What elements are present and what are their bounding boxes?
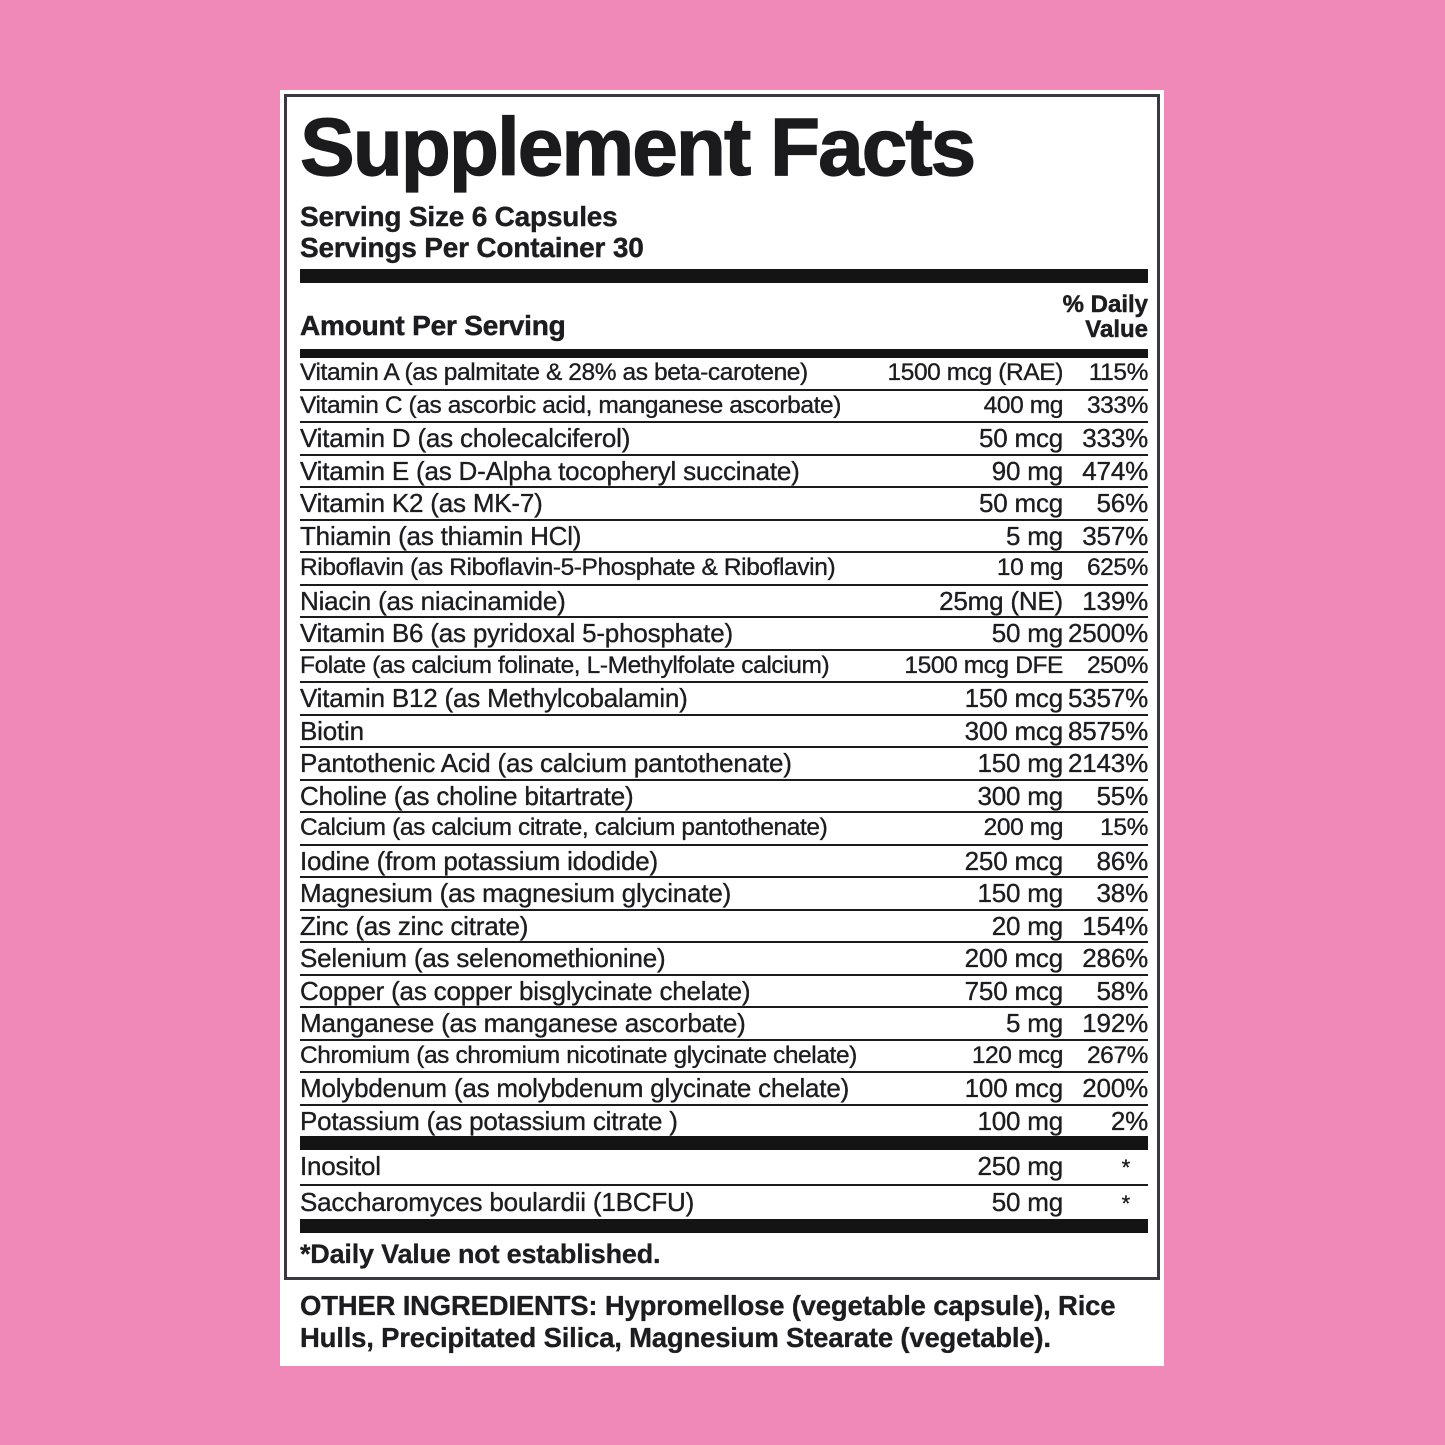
nutrient-daily-value: 86% — [1096, 845, 1148, 876]
nutrient-name: Vitamin E (as D-Alpha tocopheryl succinate) — [300, 455, 800, 486]
nutrient-daily-value: 474% — [1082, 455, 1148, 486]
table-row — [300, 976, 1148, 1009]
nutrient-name: Copper (as copper bisglycinate chelate) — [300, 975, 751, 1006]
nutrient-daily-value: 200% — [1082, 1073, 1148, 1103]
nutrient-name: Biotin — [300, 715, 364, 746]
table-row — [300, 651, 1148, 684]
nutrient-daily-value: 38% — [1096, 878, 1148, 908]
nutrient-name: Vitamin B12 (as Methylcobalamin) — [300, 683, 688, 713]
nutrient-amount: 1500 mcg DFE — [904, 651, 1063, 679]
amount-per-serving-header: Amount Per Serving — [300, 310, 566, 341]
table-row — [300, 1041, 1148, 1074]
nutrient-amount: 150 mcg — [964, 683, 1063, 713]
nutrient-name: Vitamin C (as ascorbic acid, manganese ascorbate) — [300, 391, 841, 419]
proprietary-table — [300, 1150, 1148, 1219]
nutrient-amount: 400 mg — [983, 391, 1063, 419]
page-title: Supplement Facts — [300, 102, 975, 193]
nutrient-amount: 250 mg — [977, 1151, 1063, 1181]
table-row — [300, 878, 1148, 911]
daily-value-header-line2: Value — [1085, 316, 1148, 343]
nutrient-name: Calcium (as calcium citrate, calcium pantothenate) — [300, 814, 828, 841]
column-headers — [300, 292, 1148, 349]
nutrient-amount: 200 mg — [983, 814, 1063, 841]
nutrient-name: Manganese (as manganese ascorbate) — [300, 1008, 746, 1038]
nutrient-daily-value: 55% — [1096, 780, 1148, 811]
nutrient-amount: 150 mg — [977, 878, 1063, 908]
nutrient-amount: 100 mg — [977, 1105, 1063, 1136]
nutrient-daily-value: 250% — [1086, 651, 1148, 679]
nutrient-amount: 100 mcg — [964, 1073, 1063, 1103]
table-row — [300, 488, 1148, 521]
divider-bar-bottom — [300, 1219, 1148, 1233]
table-row — [300, 423, 1148, 456]
nutrient-table — [300, 358, 1148, 1136]
table-row — [300, 586, 1148, 619]
table-row — [300, 748, 1148, 781]
nutrient-daily-value: 8575% — [1068, 715, 1148, 746]
nutrient-daily-value: * — [1121, 1155, 1130, 1180]
table-row — [300, 358, 1148, 391]
divider-bar-middle — [300, 1136, 1148, 1150]
daily-value-header — [1063, 292, 1148, 342]
nutrient-amount: 300 mcg — [964, 715, 1063, 746]
daily-value-header-line1: % Daily — [1062, 291, 1148, 318]
nutrient-name: Riboflavin (as Riboflavin-5-Phosphate & Riboflavin) — [300, 554, 836, 581]
serving-size: Serving Size 6 Capsules — [300, 201, 618, 232]
nutrient-name: Inositol — [300, 1151, 381, 1181]
nutrient-name: Folate (as calcium folinate, L-Methylfolate calcium) — [300, 651, 830, 679]
supplement-facts-box — [284, 94, 1160, 1280]
nutrient-name: Molybdenum (as molybdenum glycinate chelate) — [300, 1073, 850, 1103]
nutrient-name: Vitamin D (as cholecalciferol) — [300, 423, 631, 453]
nutrient-daily-value: 2500% — [1068, 618, 1148, 648]
table-row — [300, 943, 1148, 976]
nutrient-daily-value: 15% — [1100, 814, 1148, 841]
other-ingredients: OTHER INGREDIENTS: Hypromellose (vegetable capsule), Rice Hulls, Precipitated Silica, Magnesium Stearate (vegetable). — [300, 1290, 1116, 1353]
nutrient-name: Vitamin A (as palmitate & 28% as beta-carotene) — [300, 359, 808, 386]
table-row — [300, 846, 1148, 879]
nutrient-amount: 1500 mcg (RAE) — [887, 359, 1063, 386]
nutrient-amount: 200 mcg — [964, 943, 1063, 973]
nutrient-name: Choline (as choline bitartrate) — [300, 780, 634, 811]
nutrient-daily-value: 625% — [1086, 554, 1148, 581]
nutrient-amount: 25mg (NE) — [939, 585, 1063, 616]
nutrient-daily-value: 286% — [1082, 943, 1148, 973]
nutrient-amount: 50 mg — [991, 618, 1063, 648]
nutrient-name: Magnesium (as magnesium glycinate) — [300, 878, 732, 908]
nutrient-amount: 300 mg — [977, 780, 1063, 811]
table-row — [300, 1008, 1148, 1041]
table-row — [300, 456, 1148, 489]
table-row — [300, 553, 1148, 586]
nutrient-amount: 150 mg — [977, 748, 1063, 778]
table-row — [300, 1073, 1148, 1106]
table-row — [300, 781, 1148, 814]
nutrient-amount: 250 mcg — [964, 845, 1063, 876]
nutrient-amount: 50 mg — [991, 1186, 1063, 1217]
nutrient-name: Saccharomyces boulardii (1BCFU) — [300, 1186, 695, 1217]
nutrient-name: Potassium (as potassium citrate ) — [300, 1105, 678, 1136]
nutrient-amount: 50 mcg — [978, 488, 1063, 518]
daily-value-footnote: *Daily Value not established. — [300, 1239, 661, 1269]
table-row — [300, 1106, 1148, 1137]
nutrient-amount: 750 mcg — [964, 975, 1063, 1006]
nutrient-daily-value: 357% — [1082, 520, 1148, 551]
nutrient-amount: 10 mg — [996, 554, 1063, 581]
nutrient-daily-value: 2% — [1110, 1105, 1148, 1136]
nutrient-daily-value: * — [1121, 1190, 1130, 1216]
nutrient-amount: 90 mg — [991, 455, 1063, 486]
nutrient-daily-value: 333% — [1082, 423, 1148, 453]
table-row — [300, 683, 1148, 716]
nutrient-daily-value: 58% — [1096, 975, 1148, 1006]
table-row — [300, 716, 1148, 749]
nutrient-name: Thiamin (as thiamin HCl) — [300, 520, 582, 551]
nutrient-name: Vitamin B6 (as pyridoxal 5-phosphate) — [300, 618, 733, 648]
nutrient-daily-value: 154% — [1082, 910, 1148, 941]
nutrient-daily-value: 192% — [1082, 1008, 1148, 1038]
nutrient-amount: 5 mg — [1005, 520, 1063, 551]
table-row — [300, 521, 1148, 554]
divider-bar-header — [300, 349, 1148, 358]
table-row — [300, 911, 1148, 944]
nutrient-name: Iodine (from potassium idodide) — [300, 845, 658, 876]
table-row — [300, 391, 1148, 424]
nutrient-daily-value: 333% — [1086, 391, 1148, 419]
nutrient-daily-value: 5357% — [1068, 683, 1148, 713]
nutrient-name: Chromium (as chromium nicotinate glycinate chelate) — [300, 1041, 857, 1069]
nutrient-amount: 5 mg — [1005, 1008, 1063, 1038]
nutrient-name: Pantothenic Acid (as calcium pantothenate) — [300, 748, 792, 778]
nutrient-amount: 20 mg — [991, 910, 1063, 941]
nutrient-name: Vitamin K2 (as MK-7) — [300, 488, 543, 518]
nutrient-daily-value: 139% — [1082, 585, 1148, 616]
nutrient-amount: 120 mcg — [971, 1041, 1063, 1069]
nutrient-name: Zinc (as zinc citrate) — [300, 910, 529, 941]
supplement-facts-panel — [280, 90, 1164, 1366]
divider-bar-top — [300, 269, 1148, 283]
table-row — [300, 1150, 1148, 1186]
table-row — [300, 618, 1148, 651]
nutrient-amount: 50 mcg — [978, 423, 1063, 453]
nutrient-daily-value: 56% — [1096, 488, 1148, 518]
nutrient-daily-value: 2143% — [1068, 748, 1148, 778]
nutrient-name: Selenium (as selenomethionine) — [300, 943, 666, 973]
table-row — [300, 1186, 1148, 1220]
nutrient-daily-value: 115% — [1088, 359, 1148, 386]
table-row — [300, 813, 1148, 846]
servings-per-container: Servings Per Container 30 — [300, 232, 644, 263]
nutrient-daily-value: 267% — [1086, 1041, 1148, 1069]
nutrient-name: Niacin (as niacinamide) — [300, 585, 566, 616]
